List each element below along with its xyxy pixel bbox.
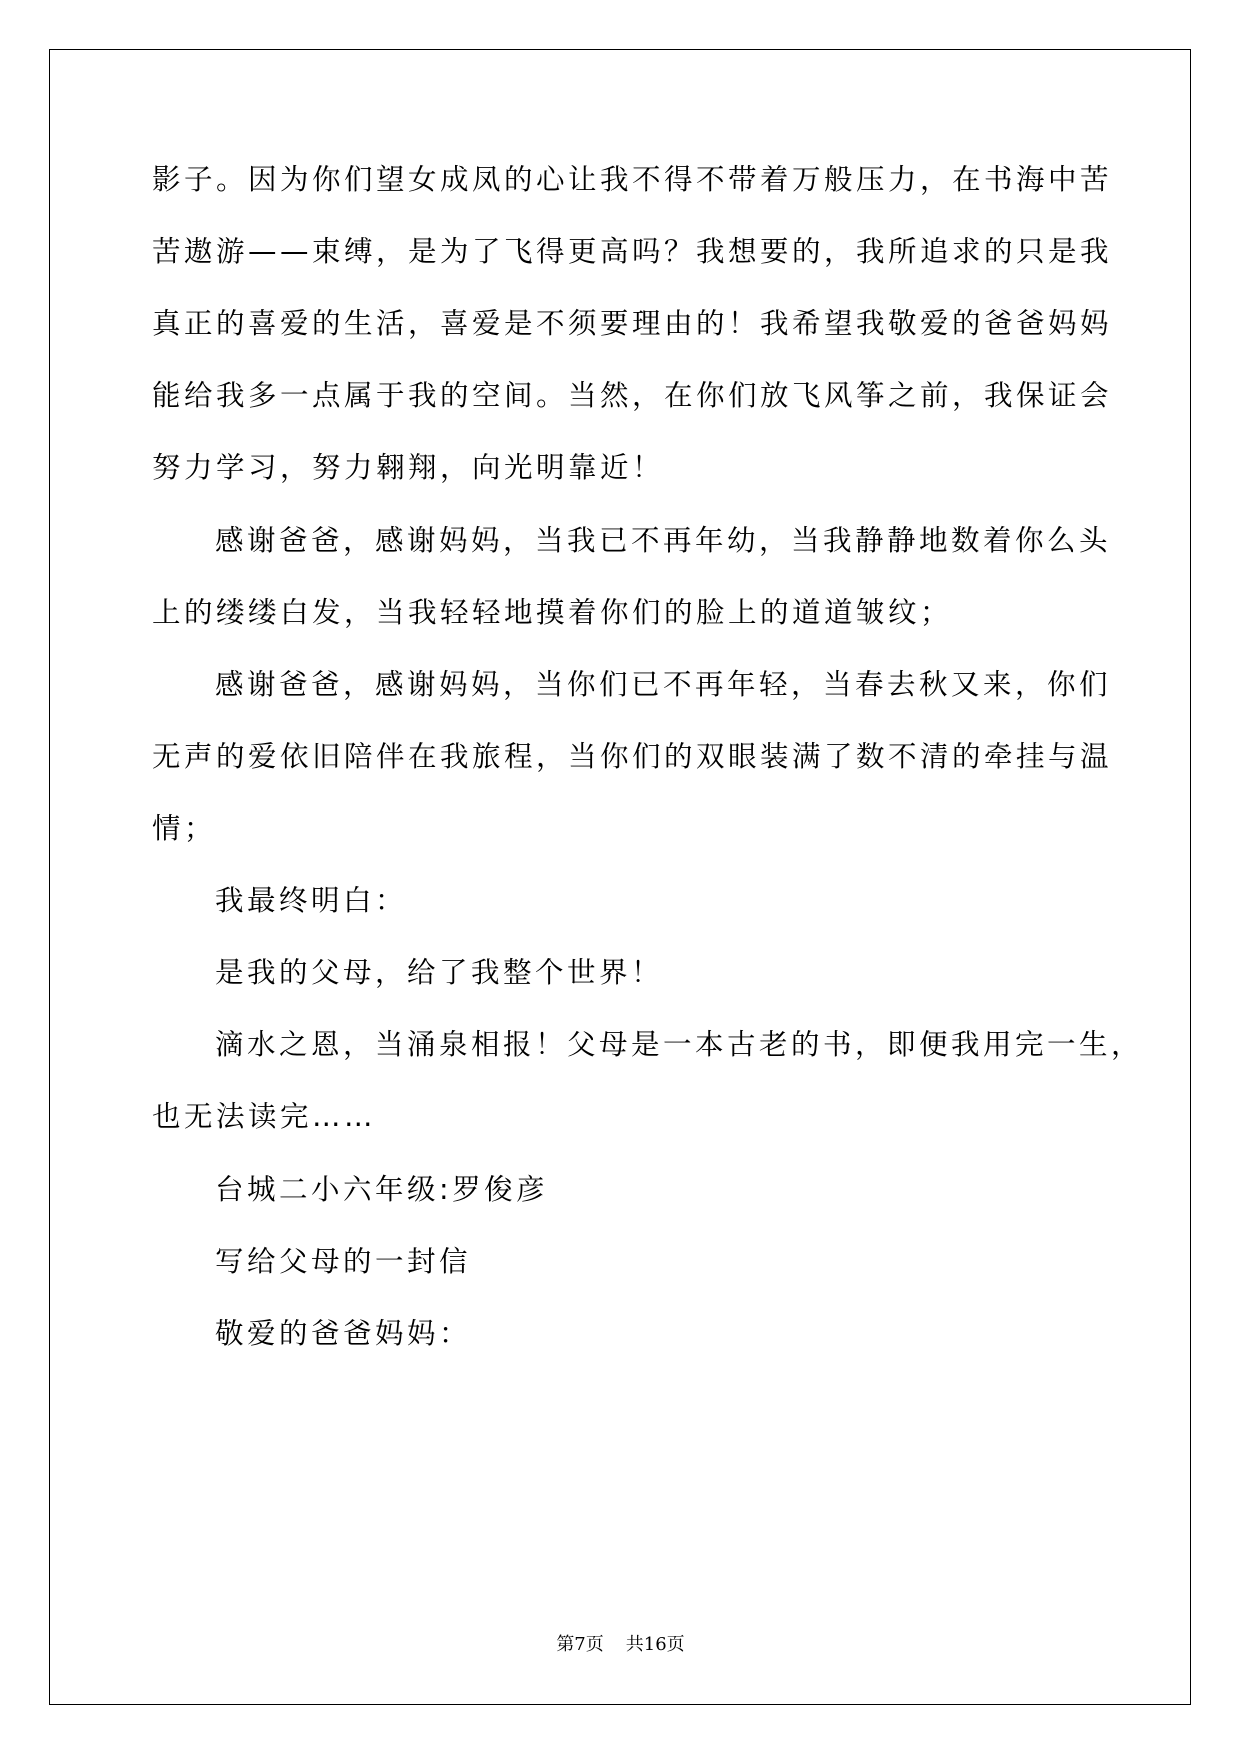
letter-salutation: 敬爱的爸爸妈妈： (215, 1317, 472, 1350)
text-line: 无声的爱依旧陪伴在我旅程，当你们的双眼装满了数不清的牵挂与温 (152, 740, 1113, 773)
signature-line: 台城二小六年级:罗俊彦 (215, 1173, 549, 1206)
paragraph-start-line: 是我的父母，给了我整个世界！ (215, 956, 664, 989)
paragraph-start-line: 我最终明白： (215, 884, 408, 917)
text-line: 努力学习，努力翱翔，向光明靠近！ (152, 451, 665, 484)
text-line: 能给我多一点属于我的空间。当然，在你们放飞风筝之前，我保证会 (152, 379, 1113, 412)
paragraph-start-line: 感谢爸爸，感谢妈妈，当我已不再年幼，当我静静地数着你么头 (215, 524, 1112, 557)
text-line: 情； (152, 812, 217, 845)
text-line: 真正的喜爱的生活，喜爱是不须要理由的！我希望我敬爱的爸爸妈妈 (152, 307, 1113, 340)
text-line: 也无法读完…… (152, 1100, 377, 1133)
paragraph-start-line: 感谢爸爸，感谢妈妈，当你们已不再年轻，当春去秋又来，你们 (215, 668, 1112, 701)
page-number: 第7页 (556, 1634, 604, 1655)
page-border (49, 49, 1191, 1705)
page-footer (0, 1633, 1241, 1657)
paragraph-start-line: 滴水之恩，当涌泉相报！父母是一本古老的书，即便我用完一生， (215, 1028, 1144, 1061)
letter-title: 写给父母的一封信 (215, 1245, 472, 1278)
text-line: 苦遨游——束缚，是为了飞得更高吗？我想要的，我所追求的只是我 (152, 235, 1113, 268)
text-line: 影子。因为你们望女成凤的心让我不得不带着万般压力，在书海中苦 (152, 163, 1113, 196)
text-line: 上的缕缕白发，当我轻轻地摸着你们的脸上的道道皱纹； (152, 596, 953, 629)
page-total: 共16页 (625, 1634, 685, 1655)
